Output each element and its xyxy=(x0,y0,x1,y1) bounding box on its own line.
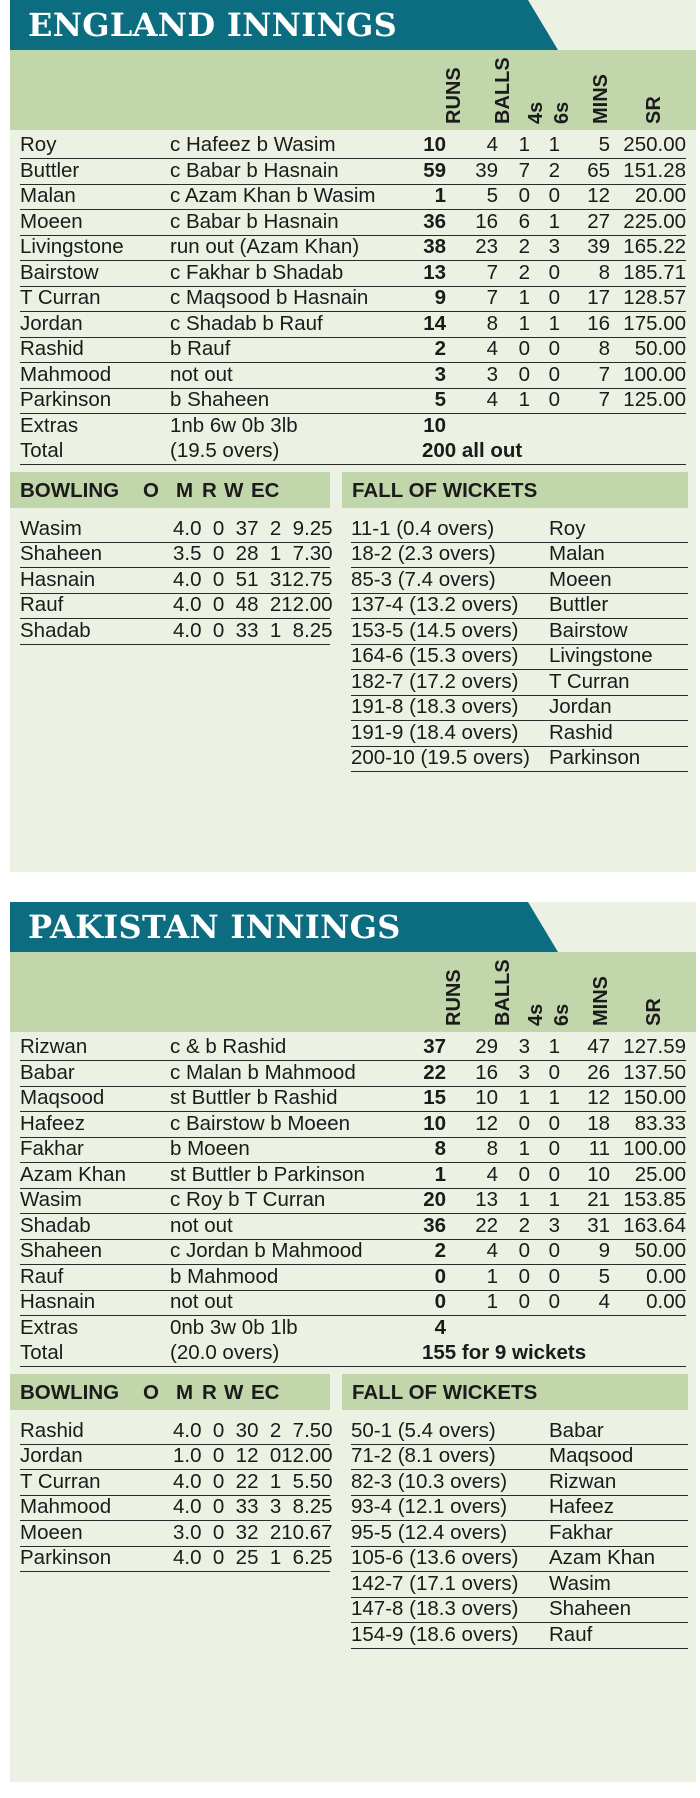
total-detail: (19.5 overs) xyxy=(170,439,280,462)
total-row xyxy=(20,1338,686,1367)
wicket-score: 142-7 (17.1 overs) xyxy=(351,1571,519,1595)
batter-name: Rauf xyxy=(20,1264,64,1288)
batter-name: Livingstone xyxy=(20,235,124,258)
minutes: 7 xyxy=(598,388,610,411)
dismissal: st Buttler b Parkinson xyxy=(170,1162,365,1186)
runs: 10 xyxy=(423,133,446,156)
batting-column-header xyxy=(10,50,696,130)
wicket-batter: Roy xyxy=(549,516,586,540)
bowling-figures: 3.0 0 32 210.67 xyxy=(173,1520,333,1544)
wicket-batter: Bairstow xyxy=(549,618,628,642)
bowling-figures: 4.0 0 51 312.75 xyxy=(173,567,333,591)
column-header-sr: SR xyxy=(643,998,665,1026)
sixes: 1 xyxy=(548,1188,560,1211)
balls: 4 xyxy=(486,337,498,360)
wicket-batter: Rashid xyxy=(549,720,613,744)
runs: 0 xyxy=(434,1264,446,1288)
fours: 1 xyxy=(518,311,530,335)
bowler-name: Shadab xyxy=(20,618,91,642)
strike-rate: 175.00 xyxy=(623,311,686,335)
sixes: 0 xyxy=(548,1162,560,1186)
wicket-batter: Moeen xyxy=(549,567,612,591)
column-header-mins: MINS xyxy=(590,976,612,1026)
batter-name: Azam Khan xyxy=(20,1162,126,1186)
column-header-runs: RUNS xyxy=(443,67,465,124)
sixes: 0 xyxy=(548,286,560,309)
fall-of-wicket-row xyxy=(351,1620,688,1649)
batter-name: Babar xyxy=(20,1060,75,1084)
column-header-sr: SR xyxy=(643,96,665,124)
balls: 7 xyxy=(486,286,498,309)
sixes: 1 xyxy=(548,311,560,335)
minutes: 11 xyxy=(588,1137,610,1160)
fours: 1 xyxy=(518,1086,530,1109)
wicket-score: 164-6 (15.3 overs) xyxy=(351,644,519,667)
minutes: 18 xyxy=(587,1111,610,1135)
sixes: 1 xyxy=(548,1086,560,1109)
sixes: 0 xyxy=(548,184,560,207)
strike-rate: 150.00 xyxy=(623,1086,686,1109)
batter-name: Bairstow xyxy=(20,260,99,284)
runs: 3 xyxy=(434,362,446,386)
bowling-header-m: M xyxy=(176,478,194,502)
balls: 4 xyxy=(486,133,498,156)
strike-rate: 137.50 xyxy=(623,1060,686,1084)
runs: 1 xyxy=(434,184,446,207)
wicket-batter: T Curran xyxy=(549,669,630,693)
minutes: 9 xyxy=(598,1239,610,1262)
wicket-batter: Rizwan xyxy=(549,1469,617,1493)
bowling-figures: 4.0 0 33 1 8.25 xyxy=(173,618,333,642)
total-label: Total xyxy=(20,439,64,462)
fours: 3 xyxy=(518,1035,530,1058)
fours: 0 xyxy=(518,337,530,360)
batter-name: Fakhar xyxy=(20,1137,84,1160)
total-label: Total xyxy=(20,1341,64,1364)
runs: 14 xyxy=(423,311,446,335)
runs: 1 xyxy=(434,1162,446,1186)
minutes: 17 xyxy=(587,286,610,309)
sixes: 2 xyxy=(548,158,560,182)
strike-rate: 0.00 xyxy=(646,1290,686,1313)
extras-label: Extras xyxy=(20,413,79,437)
fours: 1 xyxy=(518,388,530,411)
strike-rate: 20.00 xyxy=(634,184,686,207)
wicket-score: 11-1 (0.4 overs) xyxy=(351,516,495,540)
runs: 5 xyxy=(434,388,446,411)
fours: 0 xyxy=(518,1111,530,1135)
batter-name: Moeen xyxy=(20,209,83,233)
strike-rate: 25.00 xyxy=(634,1162,686,1186)
bowling-header-r: R xyxy=(202,1380,217,1404)
runs: 38 xyxy=(423,235,446,258)
sixes: 1 xyxy=(548,133,560,156)
strike-rate: 127.59 xyxy=(623,1035,686,1058)
runs: 9 xyxy=(434,286,446,309)
balls: 22 xyxy=(475,1213,498,1237)
fours: 0 xyxy=(518,1239,530,1262)
strike-rate: 50.00 xyxy=(634,337,686,360)
bowling-figures: 4.0 0 37 2 9.25 xyxy=(173,516,333,540)
fours: 2 xyxy=(518,235,530,258)
runs: 13 xyxy=(423,260,446,284)
bowling-figures: 4.0 0 48 212.00 xyxy=(173,593,333,616)
bowling-header xyxy=(10,1374,330,1410)
fall-of-wickets-title: FALL OF WICKETS xyxy=(352,478,538,502)
sixes: 1 xyxy=(548,209,560,233)
runs: 37 xyxy=(423,1035,446,1058)
wicket-batter: Fakhar xyxy=(549,1520,613,1544)
wicket-score: 50-1 (5.4 overs) xyxy=(351,1418,496,1442)
minutes: 12 xyxy=(587,184,610,207)
runs: 8 xyxy=(434,1137,446,1160)
fours: 1 xyxy=(518,286,530,309)
column-header-balls: BALLS xyxy=(492,57,514,124)
runs: 2 xyxy=(434,337,446,360)
strike-rate: 153.85 xyxy=(623,1188,686,1211)
dismissal: c & b Rashid xyxy=(170,1035,287,1058)
minutes: 5 xyxy=(598,133,610,156)
extras-label: Extras xyxy=(20,1315,79,1339)
extras-value: 10 xyxy=(423,413,446,437)
wicket-score: 153-5 (14.5 overs) xyxy=(351,618,519,642)
wicket-score: 71-2 (8.1 overs) xyxy=(351,1444,496,1467)
fall-of-wickets-title: FALL OF WICKETS xyxy=(352,1380,538,1404)
sixes: 0 xyxy=(548,1060,560,1084)
balls: 16 xyxy=(475,1060,498,1084)
column-header-6s: 6s xyxy=(551,1003,573,1026)
bowler-name: Parkinson xyxy=(20,1546,112,1569)
minutes: 26 xyxy=(587,1060,610,1084)
bowler-name: Shaheen xyxy=(20,542,103,565)
dismissal: b Rauf xyxy=(170,337,231,360)
sixes: 3 xyxy=(548,235,560,258)
wicket-score: 191-8 (18.3 overs) xyxy=(351,695,519,718)
wicket-batter: Malan xyxy=(549,542,605,565)
wicket-score: 200-10 (19.5 overs) xyxy=(351,746,530,769)
bowling-header-m: M xyxy=(176,1380,194,1404)
wicket-score: 85-3 (7.4 overs) xyxy=(351,567,496,591)
bowler-name: Rauf xyxy=(20,593,64,616)
strike-rate: 165.22 xyxy=(623,235,686,258)
dismissal: st Buttler b Rashid xyxy=(170,1086,338,1109)
batter-name: Roy xyxy=(20,133,57,156)
fours: 0 xyxy=(518,362,530,386)
balls: 8 xyxy=(486,1137,498,1160)
balls: 1 xyxy=(486,1264,498,1288)
innings-title: PAKISTAN INNINGS xyxy=(28,908,401,946)
strike-rate: 225.00 xyxy=(623,209,686,233)
strike-rate: 0.00 xyxy=(646,1264,686,1288)
fall-of-wickets-header xyxy=(342,472,688,508)
batter-name: Maqsood xyxy=(20,1086,105,1109)
balls: 8 xyxy=(486,311,498,335)
bowling-header-r: R xyxy=(202,478,217,502)
balls: 10 xyxy=(475,1086,498,1109)
wicket-batter: Wasim xyxy=(549,1571,611,1595)
dismissal: b Mahmood xyxy=(170,1264,279,1288)
wicket-batter: Hafeez xyxy=(549,1495,614,1518)
minutes: 8 xyxy=(598,260,610,284)
strike-rate: 100.00 xyxy=(623,362,686,386)
sixes: 0 xyxy=(548,1111,560,1135)
bowling-row xyxy=(20,1543,333,1572)
bowling-header-ec: EC xyxy=(251,1380,280,1404)
minutes: 47 xyxy=(587,1035,610,1058)
dismissal: c Hafeez b Wasim xyxy=(170,133,336,156)
bowling-figures: 3.5 0 28 1 7.30 xyxy=(173,542,333,565)
runs: 36 xyxy=(423,1213,446,1237)
balls: 4 xyxy=(486,388,498,411)
fours: 0 xyxy=(518,1290,530,1313)
balls: 16 xyxy=(475,209,498,233)
sixes: 1 xyxy=(548,1035,560,1058)
runs: 22 xyxy=(423,1060,446,1084)
fours: 1 xyxy=(518,1137,530,1160)
sixes: 0 xyxy=(548,260,560,284)
pakistan-banner xyxy=(10,902,696,952)
batter-name: Parkinson xyxy=(20,388,112,411)
dismissal: run out (Azam Khan) xyxy=(170,235,360,258)
batting-column-header xyxy=(10,952,696,1032)
wicket-score: 93-4 (12.1 overs) xyxy=(351,1495,508,1518)
batter-name: T Curran xyxy=(20,286,101,309)
wicket-batter: Azam Khan xyxy=(549,1546,655,1569)
bowler-name: Mahmood xyxy=(20,1495,112,1518)
wicket-batter: Rauf xyxy=(549,1622,593,1646)
balls: 13 xyxy=(475,1188,498,1211)
balls: 39 xyxy=(475,158,498,182)
bowling-header-o: O xyxy=(143,1380,159,1404)
bowling-figures: 4.0 0 33 3 8.25 xyxy=(173,1495,333,1518)
minutes: 12 xyxy=(587,1086,610,1109)
bowling-header-w: W xyxy=(224,478,244,502)
fours: 1 xyxy=(518,133,530,156)
minutes: 21 xyxy=(587,1188,610,1211)
fours: 3 xyxy=(518,1060,530,1084)
runs: 20 xyxy=(423,1188,446,1211)
runs: 59 xyxy=(423,158,446,182)
bowler-name: Jordan xyxy=(20,1444,83,1467)
bowling-row xyxy=(20,616,333,645)
strike-rate: 250.00 xyxy=(623,133,686,156)
batter-name: Jordan xyxy=(20,311,83,335)
fall-of-wickets-header xyxy=(342,1374,688,1410)
wicket-batter: Parkinson xyxy=(549,746,641,769)
fours: 0 xyxy=(518,1264,530,1288)
bowling-figures: 1.0 0 12 012.00 xyxy=(173,1444,333,1467)
balls: 7 xyxy=(486,260,498,284)
balls: 29 xyxy=(475,1035,498,1058)
fall-of-wicket-row xyxy=(351,743,688,772)
column-header-4s: 4s xyxy=(525,1003,547,1026)
balls: 5 xyxy=(486,184,498,207)
column-header-6s: 6s xyxy=(551,101,573,124)
wicket-batter: Buttler xyxy=(549,593,609,616)
bowler-name: T Curran xyxy=(20,1469,101,1493)
total-row xyxy=(20,436,686,465)
wicket-score: 154-9 (18.6 overs) xyxy=(351,1622,519,1646)
batter-name: Hafeez xyxy=(20,1111,85,1135)
balls: 23 xyxy=(475,235,498,258)
sixes: 0 xyxy=(548,1239,560,1262)
batter-name: Rashid xyxy=(20,337,84,360)
strike-rate: 83.33 xyxy=(634,1111,686,1135)
bowling-header xyxy=(10,472,330,508)
sixes: 0 xyxy=(548,1264,560,1288)
extras-detail: 1nb 6w 0b 3lb xyxy=(170,413,298,437)
wicket-score: 137-4 (13.2 overs) xyxy=(351,593,519,616)
runs: 0 xyxy=(434,1290,446,1313)
fours: 2 xyxy=(518,1213,530,1237)
extras-detail: 0nb 3w 0b 1lb xyxy=(170,1315,298,1339)
total-detail: (20.0 overs) xyxy=(170,1341,280,1364)
batter-name: Malan xyxy=(20,184,76,207)
fours: 0 xyxy=(518,184,530,207)
dismissal: not out xyxy=(170,1213,233,1237)
innings-title: ENGLAND INNINGS xyxy=(28,6,398,44)
wicket-score: 82-3 (10.3 overs) xyxy=(351,1469,508,1493)
wicket-batter: Babar xyxy=(549,1418,604,1442)
dismissal: c Maqsood b Hasnain xyxy=(170,286,369,309)
bowling-header-ec: EC xyxy=(251,478,280,502)
runs: 15 xyxy=(423,1086,446,1109)
dismissal: c Babar b Hasnain xyxy=(170,158,339,182)
sixes: 3 xyxy=(548,1213,560,1237)
bowler-name: Hasnain xyxy=(20,567,96,591)
wicket-batter: Livingstone xyxy=(549,644,653,667)
dismissal: c Fakhar b Shadab xyxy=(170,260,344,284)
wicket-score: 191-9 (18.4 overs) xyxy=(351,720,519,744)
runs: 2 xyxy=(434,1239,446,1262)
fours: 6 xyxy=(518,209,530,233)
dismissal: not out xyxy=(170,1290,233,1313)
strike-rate: 151.28 xyxy=(623,158,686,182)
strike-rate: 125.00 xyxy=(623,388,686,411)
minutes: 27 xyxy=(587,209,610,233)
minutes: 5 xyxy=(598,1264,610,1288)
column-header-4s: 4s xyxy=(525,101,547,124)
wicket-score: 182-7 (17.2 overs) xyxy=(351,669,519,693)
batter-name: Wasim xyxy=(20,1188,82,1211)
extras-value: 4 xyxy=(434,1315,446,1339)
bowling-header-bowling: BOWLING xyxy=(20,1380,120,1404)
minutes: 8 xyxy=(598,337,610,360)
batter-name: Rizwan xyxy=(20,1035,88,1058)
bowler-name: Moeen xyxy=(20,1520,83,1544)
total-value: 155 for 9 wickets xyxy=(422,1341,587,1364)
strike-rate: 163.64 xyxy=(623,1213,686,1237)
bowling-figures: 4.0 0 22 1 5.50 xyxy=(173,1469,333,1493)
dismissal: c Roy b T Curran xyxy=(170,1188,326,1211)
sixes: 0 xyxy=(548,388,560,411)
dismissal: c Malan b Mahmood xyxy=(170,1060,356,1084)
bowling-figures: 4.0 0 30 2 7.50 xyxy=(173,1418,333,1442)
batter-name: Shaheen xyxy=(20,1239,103,1262)
wicket-batter: Jordan xyxy=(549,695,612,718)
sixes: 0 xyxy=(548,362,560,386)
minutes: 65 xyxy=(587,158,610,182)
dismissal: c Jordan b Mahmood xyxy=(170,1239,363,1262)
balls: 4 xyxy=(486,1239,498,1262)
balls: 12 xyxy=(475,1111,498,1135)
wicket-batter: Shaheen xyxy=(549,1597,632,1620)
pakistan-innings-card xyxy=(10,902,696,1782)
balls: 1 xyxy=(486,1290,498,1313)
sixes: 0 xyxy=(548,1137,560,1160)
fours: 1 xyxy=(518,1188,530,1211)
balls: 3 xyxy=(486,362,498,386)
bowling-header-w: W xyxy=(224,1380,244,1404)
total-value: 200 all out xyxy=(422,439,523,462)
dismissal: not out xyxy=(170,362,233,386)
fours: 7 xyxy=(518,158,530,182)
wicket-score: 18-2 (2.3 overs) xyxy=(351,542,496,565)
strike-rate: 100.00 xyxy=(623,1137,686,1160)
minutes: 16 xyxy=(587,311,610,335)
bowling-header-bowling: BOWLING xyxy=(20,478,120,502)
wicket-score: 105-6 (13.6 overs) xyxy=(351,1546,519,1569)
wicket-score: 147-8 (18.3 overs) xyxy=(351,1597,519,1620)
fours: 0 xyxy=(518,1162,530,1186)
dismissal: c Bairstow b Moeen xyxy=(170,1111,351,1135)
bowler-name: Wasim xyxy=(20,516,82,540)
minutes: 7 xyxy=(598,362,610,386)
column-header-mins: MINS xyxy=(590,74,612,124)
bowling-header-o: O xyxy=(143,478,159,502)
runs: 10 xyxy=(423,1111,446,1135)
batter-name: Mahmood xyxy=(20,362,112,386)
wicket-score: 95-5 (12.4 overs) xyxy=(351,1520,508,1544)
batter-name: Shadab xyxy=(20,1213,91,1237)
england-innings-card xyxy=(10,0,696,872)
runs: 36 xyxy=(423,209,446,233)
dismissal: b Moeen xyxy=(170,1137,250,1160)
sixes: 0 xyxy=(548,337,560,360)
fours: 2 xyxy=(518,260,530,284)
dismissal: c Babar b Hasnain xyxy=(170,209,339,233)
strike-rate: 50.00 xyxy=(634,1239,686,1262)
strike-rate: 185.71 xyxy=(623,260,686,284)
wicket-batter: Maqsood xyxy=(549,1444,634,1467)
dismissal: c Azam Khan b Wasim xyxy=(170,184,376,207)
minutes: 4 xyxy=(598,1290,610,1313)
column-header-runs: RUNS xyxy=(443,969,465,1026)
bowler-name: Rashid xyxy=(20,1418,84,1442)
strike-rate: 128.57 xyxy=(623,286,686,309)
sixes: 0 xyxy=(548,1290,560,1313)
minutes: 10 xyxy=(587,1162,610,1186)
dismissal: b Shaheen xyxy=(170,388,270,411)
column-header-balls: BALLS xyxy=(492,959,514,1026)
minutes: 31 xyxy=(587,1213,610,1237)
balls: 4 xyxy=(486,1162,498,1186)
batter-name: Hasnain xyxy=(20,1290,96,1313)
bowling-figures: 4.0 0 25 1 6.25 xyxy=(173,1546,333,1569)
england-banner xyxy=(10,0,696,50)
minutes: 39 xyxy=(587,235,610,258)
batter-name: Buttler xyxy=(20,158,80,182)
dismissal: c Shadab b Rauf xyxy=(170,311,323,335)
